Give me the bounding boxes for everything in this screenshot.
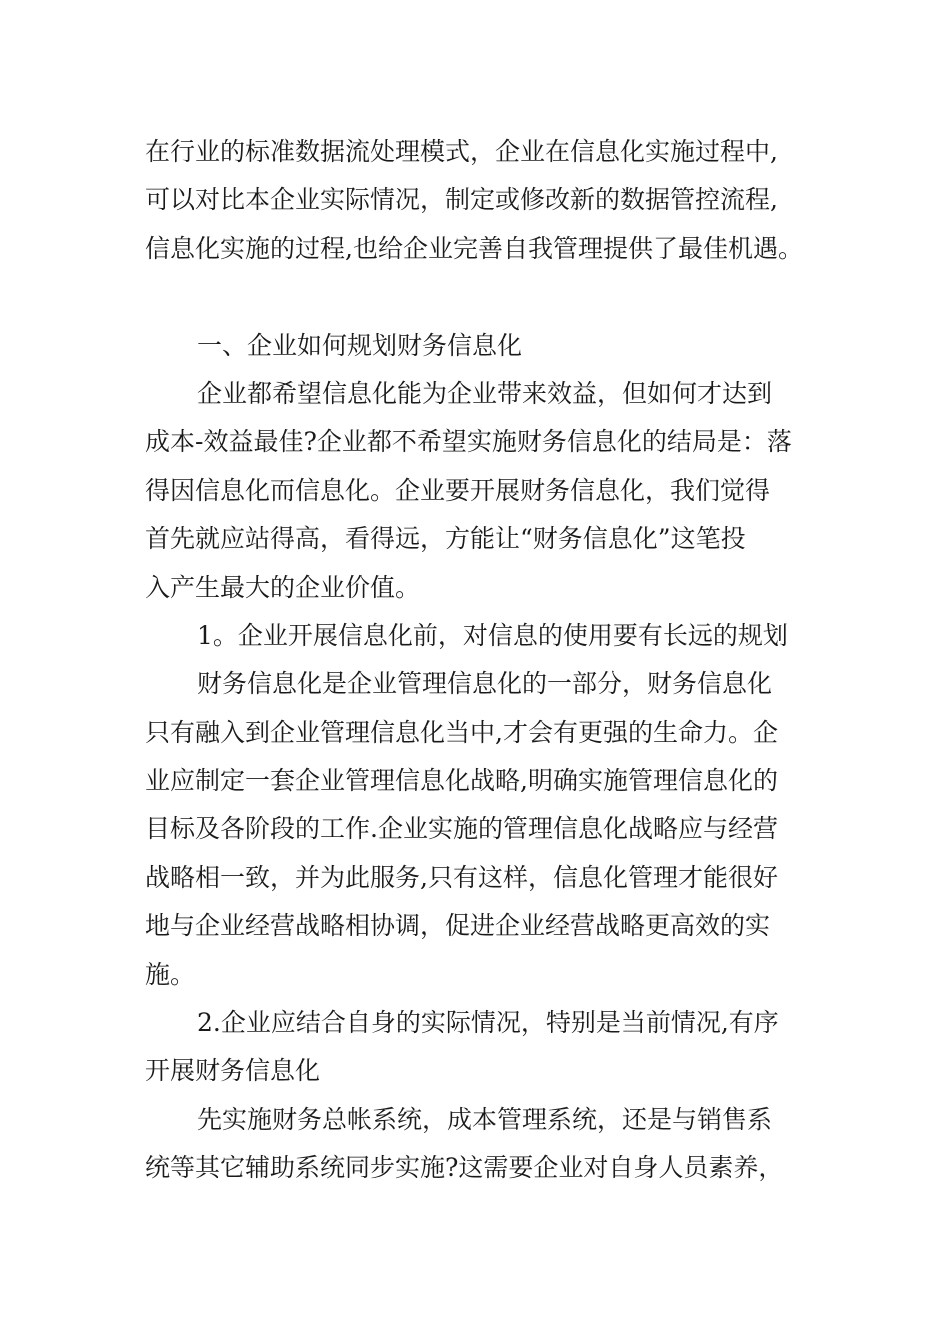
paragraph-line: 目标及各阶段的工作.企业实施的管理信息化战略应与经营 xyxy=(145,814,778,844)
subsection-heading-continued: 开展财务信息化 xyxy=(145,1056,321,1086)
paragraph-gap xyxy=(145,273,815,321)
subsection-heading: 1。企业开展信息化前，对信息的使用要有长远的规划 xyxy=(197,620,788,650)
paragraph-line: 在行业的标准数据流处理模式，企业在信息化实施过程中, xyxy=(145,137,778,166)
section-heading: 一、企业如何规划财务信息化 xyxy=(197,330,523,360)
paragraph-line: 首先就应站得高，看得远，方能让“财务信息化”这笔投 xyxy=(145,524,746,554)
paragraph-line: 先实施财务总帐系统，成本管理系统，还是与销售系 xyxy=(197,1104,773,1134)
paragraph-line: 入产生最大的企业价值。 xyxy=(145,572,421,602)
paragraph-line: 财务信息化是企业管理信息化的一部分，财务信息化 xyxy=(197,669,773,699)
document-body xyxy=(145,128,815,1193)
paragraph-line: 只有融入到企业管理信息化当中,才会有更强的生命力。企 xyxy=(145,717,778,747)
paragraph-line: 地与企业经营战略相协调，促进企业经营战略更高效的实 xyxy=(145,911,771,941)
paragraph-line: 成本-效益最佳?企业都不希望实施财务信息化的结局是：落 xyxy=(145,427,792,457)
subsection-heading: 2.企业应结合自身的实际情况，特别是当前情况,有序 xyxy=(197,1008,779,1038)
paragraph-line: 战略相一致，并为此服务,只有这样，信息化管理才能很好 xyxy=(145,862,778,892)
paragraph-line: 可以对比本企业实际情况，制定或修改新的数据管控流程, xyxy=(145,185,778,215)
paragraph-line: 业应制定一套企业管理信息化战略,明确实施管理信息化的 xyxy=(145,766,778,796)
paragraph-line: 企业都希望信息化能为企业带来效益，但如何才达到 xyxy=(197,378,773,408)
paragraph-line: 施。 xyxy=(145,959,196,989)
paragraph-line: 信息化实施的过程,也给企业完善自我管理提供了最佳机遇。 xyxy=(145,233,803,263)
paragraph-line: 统等其它辅助系统同步实施?这需要企业对自身人员素养， xyxy=(145,1153,784,1183)
paragraph-line: 得因信息化而信息化。企业要开展财务信息化，我们觉得 xyxy=(145,475,771,505)
